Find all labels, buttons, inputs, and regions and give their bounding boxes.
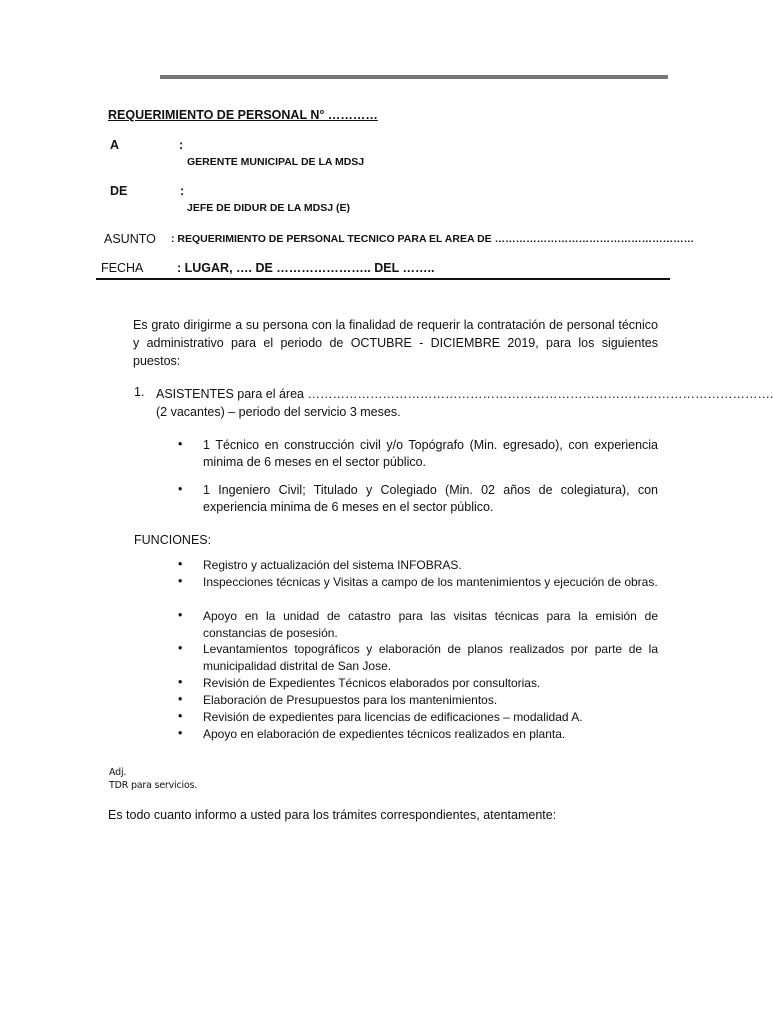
requirement-item: 1 Técnico en construcción civil y/o Topógrafo (Min. egresado), con experiencia minima de 6 meses en el sector público. [203, 438, 658, 469]
funcion-item: Inspecciones técnicas y Visitas a campo de los mantenimientos y ejecución de obras. [203, 575, 658, 589]
bullet-icon: • [178, 692, 183, 706]
fecha-label: FECHA [101, 261, 144, 275]
bullet-icon: • [178, 709, 183, 723]
bullet-icon: • [178, 608, 183, 622]
bullet-icon: • [178, 675, 183, 689]
funcion-item: Revisión de expedientes para licencias de edificaciones – modalidad A. [203, 710, 583, 724]
header-separator [96, 278, 670, 280]
header-rule [160, 75, 668, 79]
bullet-icon: • [178, 437, 183, 451]
bullet-icon: • [178, 574, 183, 588]
item-line-2: (2 vacantes) – periodo del servicio 3 meses. [156, 405, 401, 419]
funcion-item: Apoyo en la unidad de catastro para las visitas técnicas para la emisión de constancias de posesión. [203, 609, 658, 640]
attachment-label: Adj. [109, 767, 127, 778]
asunto-label: ASUNTO [104, 232, 156, 246]
funcion-item: Elaboración de Presupuestos para los mantenimientos. [203, 693, 498, 707]
item-line-1: ASISTENTES para el área …………………………………………………………………………………………………. [156, 387, 773, 401]
a-colon: : [179, 138, 184, 152]
de-value: JEFE DE DIDUR DE LA MDSJ (E) [187, 202, 350, 214]
a-value: GERENTE MUNICIPAL DE LA MDSJ [187, 156, 365, 168]
item-number: 1. [134, 385, 145, 399]
funcion-item: Revisión de Expedientes Técnicos elaborados por consultorias. [203, 676, 541, 690]
de-label: DE [110, 184, 128, 198]
funcion-item: Registro y actualización del sistema INFOBRAS. [203, 558, 462, 572]
funcion-item: Levantamientos topográficos y elaboración de planos realizados por parte de la municipalidad distrital de San Jose. [203, 642, 658, 673]
bullet-icon: • [178, 557, 183, 571]
funciones-label: FUNCIONES: [134, 533, 212, 547]
a-label: A [110, 138, 120, 152]
attachment-detail: TDR para servicios. [109, 780, 198, 791]
bullet-icon: • [178, 482, 183, 496]
document-title: REQUERIMIENTO DE PERSONAL N° ………… [108, 108, 378, 122]
bullet-icon: • [178, 641, 183, 655]
requirement-item: 1 Ingeniero Civil; Titulado y Colegiado (Min. 02 años de colegiatura), con experiencia minima de 6 meses en el sector público. [203, 483, 658, 514]
de-colon: : [180, 184, 185, 198]
bullet-icon: • [178, 726, 183, 740]
fecha-value: : LUGAR, …. DE ………………….. DEL …….. [177, 261, 435, 275]
closing-paragraph: Es todo cuanto informo a usted para los trámites correspondientes, atentamente: [108, 808, 557, 822]
asunto-value: : REQUERIMIENTO DE PERSONAL TECNICO PARA EL AREA DE ………………………………………………… [171, 233, 695, 245]
funcion-item: Apoyo en elaboración de expedientes técnicos realizados en planta. [203, 727, 566, 741]
intro-paragraph: Es grato dirigirme a su persona con la finalidad de requerir la contratación de personal técnico y administrativo para el periodo de OCTUBRE - DICIEMBRE 2019, para los siguientes puestos: [133, 318, 658, 368]
